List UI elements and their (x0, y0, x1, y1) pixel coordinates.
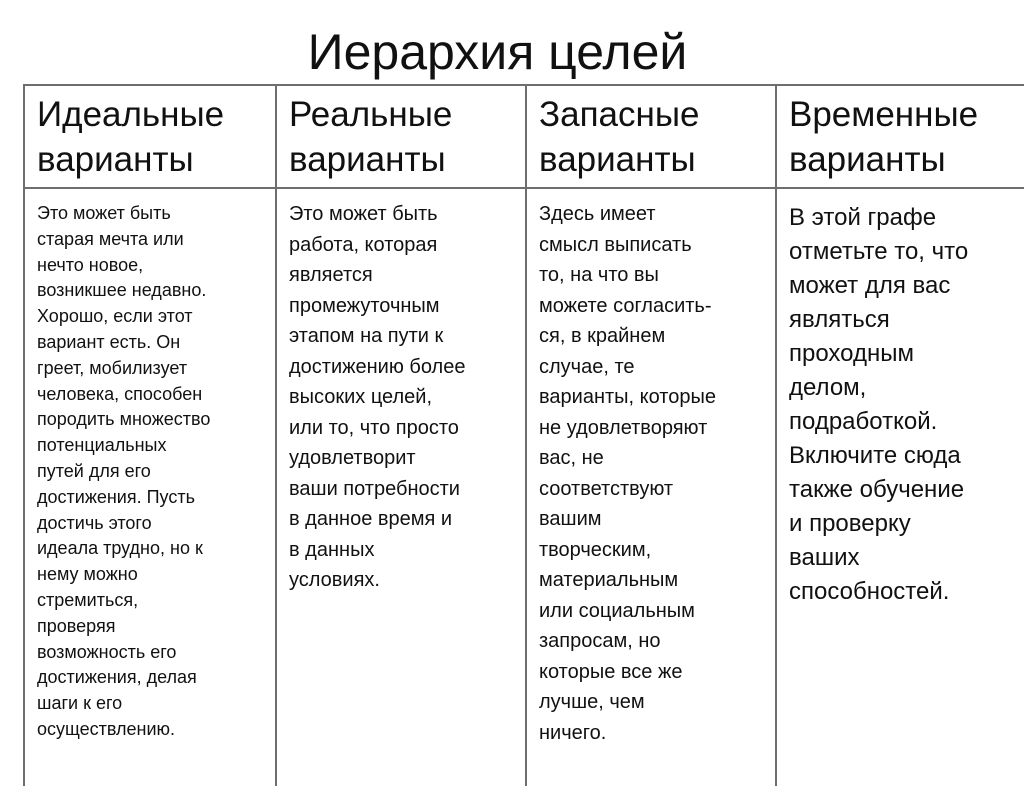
body-line: греет, мобилизует (37, 357, 188, 378)
column-body (277, 189, 525, 596)
body-line: смысл выписать (539, 233, 692, 256)
column-header (277, 86, 525, 189)
body-line: шаги к его (37, 693, 123, 714)
body-line: нему можно (37, 564, 138, 585)
body-line: соответствуют (539, 477, 674, 500)
header-line: варианты (289, 140, 446, 179)
body-line: ваши потребности (289, 477, 460, 500)
body-line: подработкой. (789, 408, 938, 435)
body-line: запросам, но (539, 630, 661, 652)
header-line: Идеальные (37, 95, 225, 134)
header-line: Временные (789, 95, 979, 134)
body-line: условиях. (289, 569, 380, 591)
body-line: может для вас (789, 272, 951, 299)
body-line: творческим, (539, 538, 652, 561)
body-line: ничего. (539, 721, 607, 744)
column-ideal (25, 86, 277, 786)
body-line: породить множество (37, 409, 211, 430)
body-line: достижения. Пусть (37, 486, 195, 507)
column-header (25, 86, 275, 189)
header-line: варианты (539, 140, 696, 179)
body-line: являться (789, 306, 890, 333)
body-line: Это может быть (37, 203, 171, 223)
column-body (777, 189, 1024, 609)
body-line: которые все же (539, 660, 683, 683)
body-line: проверяя (37, 615, 116, 636)
body-line: в данных (289, 538, 375, 561)
body-line: не удовлетворяют (539, 416, 708, 439)
body-line: вас, не (539, 447, 604, 469)
body-line: лучше, чем (539, 691, 645, 713)
body-line: достижению более (289, 355, 466, 378)
body-line: вариант есть. Он (37, 331, 181, 352)
body-line: достичь этого (37, 512, 152, 533)
body-line: достижения, делая (37, 667, 197, 688)
body-line: ваших (789, 544, 860, 571)
column-body (25, 189, 275, 743)
body-line: человека, способен (37, 383, 203, 404)
body-line: возникшее недавно. (37, 280, 207, 301)
body-line: проходным (789, 340, 914, 367)
body-line: или то, что просто (289, 416, 459, 439)
body-line: В этой графе (789, 204, 937, 231)
page-title: Иерархия целей (307, 24, 688, 80)
header-line: варианты (789, 140, 946, 179)
header-line: варианты (37, 140, 194, 179)
body-line: работа, которая (289, 233, 438, 256)
body-line: варианты, которые (539, 386, 716, 408)
column-body (527, 189, 775, 748)
column-header (527, 86, 775, 189)
body-line: то, на что вы (539, 264, 659, 286)
body-line: осуществлению. (37, 718, 176, 739)
body-line: стремиться, (37, 589, 139, 610)
body-line: или социальным (539, 599, 695, 622)
body-line: нечто новое, (37, 254, 144, 275)
column-header (777, 86, 1024, 189)
column-real (277, 86, 527, 786)
body-line: также обучение (789, 476, 965, 503)
body-line: удовлетворит (289, 447, 416, 469)
header-line: Запасные (539, 95, 700, 134)
column-backup (527, 86, 777, 786)
body-line: высоких целей, (289, 386, 433, 408)
body-line: Включите сюда (789, 442, 961, 469)
body-line: отметьте то, что (789, 238, 969, 265)
body-line: случае, те (539, 355, 635, 378)
body-line: Хорошо, если этот (37, 306, 193, 327)
body-line: путей для его (37, 460, 151, 481)
body-line: делом, (789, 374, 867, 401)
body-line: идеала трудно, но к (37, 538, 203, 559)
body-line: в данное время и (289, 508, 453, 530)
body-line: Это может быть (289, 203, 438, 225)
body-line: промежуточным (289, 294, 440, 317)
body-line: этапом на пути к (289, 325, 444, 347)
body-line: Здесь имеет (539, 203, 656, 225)
column-temporary (777, 86, 1024, 786)
body-line: способностей. (789, 578, 950, 605)
body-line: возможность его (37, 641, 177, 662)
body-line: вашим (539, 508, 602, 530)
body-line: материальным (539, 569, 679, 591)
body-line: можете согласить- (539, 294, 712, 317)
header-line: Реальные (289, 95, 453, 134)
body-line: ся, в крайнем (539, 325, 666, 347)
body-line: старая мечта или (37, 228, 184, 249)
body-line: и проверку (789, 510, 911, 537)
goal-hierarchy-table (23, 84, 1024, 786)
body-line: потенциальных (37, 435, 167, 456)
body-line: является (289, 264, 373, 286)
